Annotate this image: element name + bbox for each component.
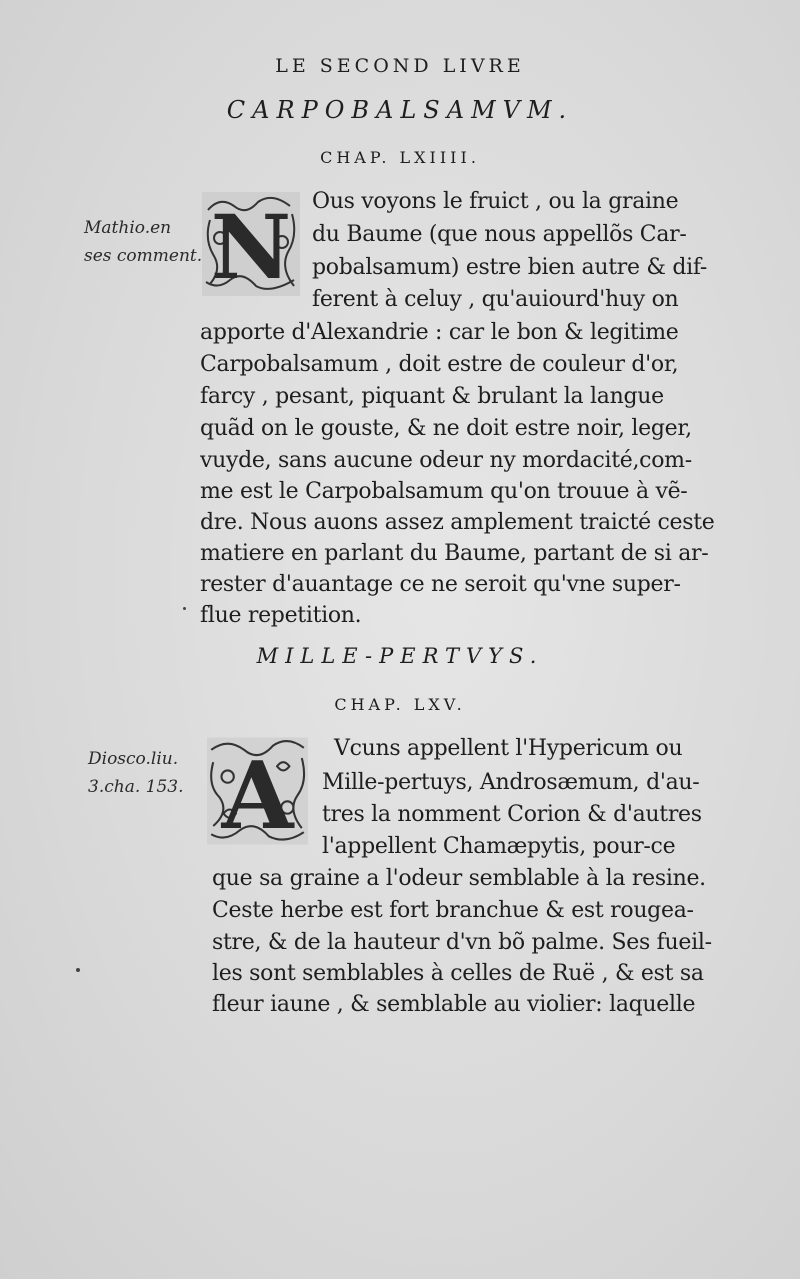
- text-line: les sont semblables à celles de Ruë , & est sa: [212, 961, 704, 986]
- ornamental-initial-n-icon: [200, 190, 302, 298]
- text-line: Ceste herbe est fort branchue & est rougea-: [212, 898, 694, 923]
- text-line: apporte d'Alexandrie : car le bon & legitime: [200, 320, 679, 345]
- margin-note-mathio: Mathio.en ses comment.: [84, 218, 203, 266]
- ink-speck: [183, 607, 186, 610]
- chapter-heading-lxiiii: CHAP. LXIIII.: [320, 148, 480, 167]
- initial-letter: N: [210, 195, 292, 298]
- text-line: Carpobalsamum , doit estre de couleur d'or,: [200, 352, 679, 377]
- text-line: quãd on le gouste, & ne doit estre noir, leger,: [200, 416, 692, 441]
- section-title-mille-pertuys: MILLE-PERTVYS.: [256, 644, 544, 668]
- text-line: matiere en parlant du Baume, partant de si ar-: [200, 541, 709, 566]
- text-line: tres la nomment Corion & d'autres: [322, 802, 702, 827]
- text-line: dre. Nous auons assez amplement traicté ceste: [200, 510, 715, 535]
- running-head: LE SECOND LIVRE: [275, 55, 525, 77]
- chapter-heading-lxv: CHAP. LXV.: [334, 695, 466, 714]
- text-line: ferent à celuy , qu'auiourd'huy on: [312, 287, 679, 312]
- text-line: me est le Carpobalsamum qu'on trouue à vẽ-: [200, 479, 688, 504]
- text-line: farcy , pesant, piquant & brulant la langue: [200, 384, 664, 409]
- text-line: que sa graine a l'odeur semblable à la resine.: [212, 866, 706, 891]
- margin-note-diosco: Diosco.liu. 3.cha. 153.: [88, 749, 184, 797]
- ink-speck: [76, 968, 80, 972]
- text-line: flue repetition.: [200, 603, 362, 628]
- ornamental-initial-a-icon: [205, 735, 310, 847]
- text-line: rester d'auantage ce ne seroit qu'vne super-: [200, 572, 681, 597]
- text-line: Mille-pertuys, Androsæmum, d'au-: [322, 770, 700, 795]
- text-line: l'appellent Chamæpytis, pour-ce: [322, 834, 676, 859]
- initial-letter: A: [221, 741, 294, 847]
- text-line: Ous voyons le fruict , ou la graine: [312, 189, 679, 214]
- text-line: Vcuns appellent l'Hypericum ou: [334, 736, 683, 761]
- ornamental-initial-a: [205, 735, 310, 847]
- text-line: pobalsamum) estre bien autre & dif-: [312, 255, 708, 280]
- text-line: stre, & de la hauteur d'vn bõ palme. Ses fueil-: [212, 930, 712, 955]
- section-title-carpobalsamum: CARPOBALSAMVM.: [226, 96, 574, 124]
- text-line: vuyde, sans aucune odeur ny mordacité,com-: [200, 448, 692, 473]
- text-line: du Baume (que nous appellõs Car-: [312, 222, 687, 247]
- text-line: fleur iaune , & semblable au violier: laquelle: [212, 992, 696, 1017]
- ornamental-initial-n: [200, 190, 302, 298]
